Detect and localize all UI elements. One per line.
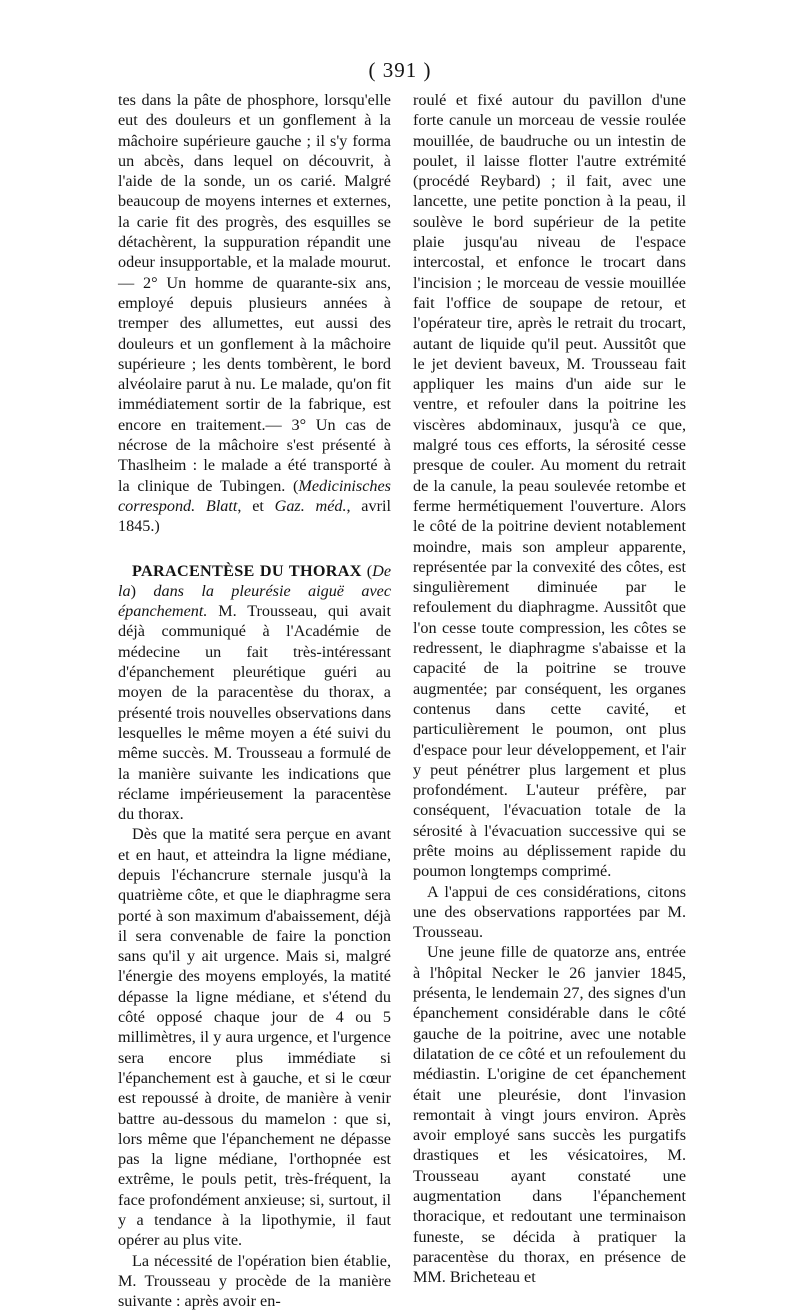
paragraph-phosphorus-cases [118,90,391,537]
left-column [118,90,391,1312]
paragraph-text: M. Trousseau, qui avait déjà communiqué à l'Académie de médecine un fait très-intéressant d'épanchement pleurétique guéri au moyen de la paracentèse du thorax, a présenté trois nouvelles observations dans lesquelles le même moyen a été suivi du même succès. M. Trousseau a formulé de la manière suivante les indications que réclame impérieusement la paracentèse du thorax. [118,602,391,824]
paragraph-paracentesis-intro [118,561,391,825]
paragraph-text: tes dans la pâte de phosphore, lorsqu'elle eut des douleurs et un gonflement à la mâchoire supérieure gauche ; il s'y forma un abcès, dans lequel on découvrit, à l'aide de la sonde, un os carié. Malgré beaucoup de moyens internes et externes, la carie fit des progrès, des esquilles se détachèrent, la suppuration répandit une odeur insupportable, et la malade mourut. — 2° Un homme de quarante-six ans, employé depuis plusieurs années à tremper des allumettes, eut aussi des douleurs et un gonflement à la mâchoire supérieure ; les dents tombèrent, le bord alvéolaire parut à nu. Le malade, qu'on fit immédiatement sortir de la fabrique, est encore en traitement.— 3° Un cas de nécrose de la mâchoire s'est présenté à Thaslheim : le malade a été transporté à la clinique de Tubingen. ( [118,91,391,495]
section-heading: PARACENTÈSE DU THORAX [132,561,362,580]
paragraph-text: , avril 1845.) [118,496,391,536]
paragraph-case-report: Une jeune fille de quatorze ans, entrée à l'hôpital Necker le 26 janvier 1845, présenta, le lendemain 27, des signes d'un épanchement considérable dans le côté gauche de la poitrine, avec une notable dilatation de ce côté et un refoulement du médiastin. L'origine de cet épanchement était une pleurésie, dont l'invasion remontait à vingt jours environ. Après avoir employé sans succès les purgatifs drastiques et les vésicatoires, M. Trousseau ayant constaté une augmentation dans l'épanchement thoracique, et redoutant une terminaison funeste, se décida à pratiquer la paracentèse du thorax, en présence de MM. Bricheteau et [413,943,686,1287]
paragraph-observation-intro: A l'appui de ces considérations, citons une des observations rapportées par M. Trousseau. [413,882,686,942]
paragraph-indications: Dès que la matité sera perçue en avant et en haut, et atteindra la ligne médiane, depuis l'échancrure sternale jusqu'à la quatrième côte, et que le diaphragme sera porté à son maximum d'abaissement, déjà il sera convenable de faire la ponction sans qu'il y ait urgence. Mais si, malgré l'énergie des moyens employés, la matité dépasse la ligne médiane, et s'étend du côté opposé chaque jour de 4 ou 5 millimètres, il y aura urgence, et l'urgence sera encore plus immédiate si l'épanchement est à gauche, et si le cœur est repoussé à droite, de manière à venir battre au-dessous du mamelon : que si, lors même que l'épanchement ne dépasse pas la ligne médiane, l'orthopnée est extrême, le pouls petit, très-fréquent, la face profondément anxieuse; si, surtout, il y a tendance à la lipothymie, il faut opérer au plus vite. [118,825,391,1250]
heading-paren: ) [130,581,154,600]
source-citation: Medicinisches correspond. Blatt [118,476,391,515]
paragraph-text: , et [237,496,275,515]
paragraph-procedure-continued: roulé et fixé autour du pavillon d'une forte canule un morceau de vessie roulée mouillée, de baudruche ou un intestin de poulet, il laisse flotter l'autre extrémité (procédé Reybard) ; il fait, avec une lancette, une petite ponction à la peau, il soulève le bord supérieur de la petite plaie jusqu'au niveau de l'espace intercostal, et enfonce le trocart dans l'incision ; le morceau de vessie mouillée fait l'office de soupape de retour, et l'opérateur tire, après le retrait du trocart, autant de liquide qu'il peut. Aussitôt que le jet devient baveux, M. Trousseau fait appliquer les mains d'un aide sur le ventre, et refouler dans la poitrine les viscères abdominaux, jusqu'à ce que, malgré tous ces efforts, la sérosité cesse presque de couler. Au moment du retrait de la canule, la peau soulevée retombe et ferme hermétiquement l'ouverture. Alors le côté de la poitrine devient notablement moindre, mais son ampleur apparente, représentée par la convexité des côtes, est singulièrement diminuée par le refoulement du diaphragme. Aussitôt que l'on cesse toute compression, les côtes se redressent, le diaphragme s'abaisse et la capacité de la poitrine se trouve augmentée; par conséquent, les organes contenus dans cette cavité, et particulièrement le poumon, ont plus d'espace pour leur développement, et l'air y peut pénétrer plus largement et plus profondément. L'auteur préfère, par conséquent, l'évacuation totale de la sérosité à l'évacuation successive qui se prête moins au déplissement rapide du poumon longtemps comprimé. [413,91,686,881]
heading-paren: ( [361,561,373,580]
source-citation: Gaz. méd. [274,496,347,515]
page-number: ( 391 ) [368,58,432,82]
section-subtitle: De la [118,561,392,600]
section-subtitle: dans la pleurésie aiguë avec épanchement. [118,581,392,621]
paragraph-procedure-start: La nécessité de l'opération bien établie, M. Trousseau y procède de la manière suivante : après avoir en- [118,1251,391,1311]
right-column [413,90,686,1288]
